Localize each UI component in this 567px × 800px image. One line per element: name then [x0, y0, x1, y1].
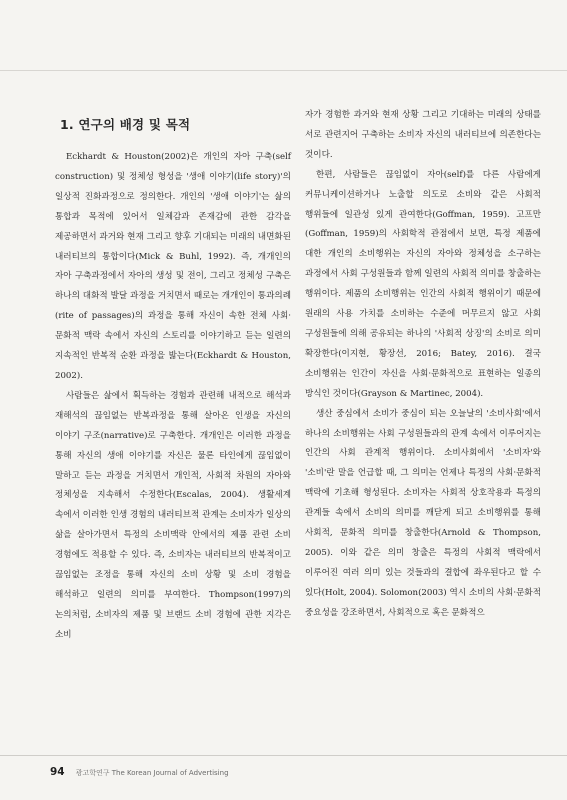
right-column: [305, 106, 541, 624]
page-number: 94: [50, 766, 65, 778]
journal-name: 광고학연구 The Korean Journal of Advertising: [75, 769, 229, 777]
paragraph-continued: 자가 경험한 과거와 현재 상황 그리고 기대하는 미래의 상태를 서로 관련지어 구축하는 소비자 자신의 내러티브에 의존한다는 것이다.: [305, 110, 541, 160]
page-footer: [50, 760, 229, 778]
paragraph: 생산 중심에서 소비가 중심이 되는 오늘날의 '소비사회'에서 하나의 소비행위는 사회 구성원들과의 관계 속에서 이루어지는 인간의 사회 관계적 행위이다. 소비사회에서 '소비자'와 '소비'란 말을 언급할 때, 그 의미는 언제나 특정의 사회·문화적 맥락에 기초해 형성된다. 소비자는 사회적 상호작용과 특정의 관계들 속에서 소비의 의미를 깨닫게 되고 소비행위를 통해 사회적, 문화적 의미를 창출한다(Arnold & Thompson, 2005). 이와 같은 의미 창출은 특정의 사회적 맥락에서 이루어진 여러 의미 있는 것들과의 결합에 좌우된다고 할 수 있다(Holt, 2004). Solomon(2003) 역시 소비의 사회·문화적 중요성을 강조하면서, 사회적으로 혹은 문화적으: [305, 408, 541, 618]
section-heading: 1. 연구의 배경 및 목적: [60, 117, 191, 132]
footer-rule: [0, 755, 567, 756]
left-column: [55, 106, 291, 646]
paragraph: Eckhardt & Houston(2002)은 개인의 자아 구축(self construction) 및 정체성 형성을 '생애 이야기(life story)'의 일상적 진화과정으로 정의한다. 개인의 '생애 이야기'는 삶의 통합과 목적에 있어서 일체감과 존재감에 관한 감각을 제공하면서 과거와 현재 그리고 향후 기대되는 미래의 내면화된 내러티브의 통합이다(Mick & Buhl, 1992). 즉, 개개인의 자아 구축과정에서 자아의 생성 및 전이, 그리고 정체성 구축은 하나의 대화적 발달 과정을 거치면서 때로는 개개인이 통과의례(rite of passages)의 과정을 통해 자신이 속한 전체 사회·문화적 맥락 속에서 자신의 스토리를 이야기하고 듣는 일련의 지속적인 반복적 순환 과정을 밟는다(Eckhardt & Houston, 2002).: [55, 152, 291, 381]
header-rule: [0, 70, 567, 71]
paragraph: 사람들은 삶에서 획득하는 경험과 관련해 내적으로 해석과 재해석의 끊임없는 반복과정을 통해 살아온 인생을 자신의 이야기 구조(narrative)로 구축한다. 개개인은 이러한 과정을 통해 자신의 생애 이야기를 자신은 물론 타인에게 끊임없이 말하고 듣는 과정을 거치면서 개인적, 사회적 차원의 자아와 정체성을 지속해서 수정한다(Escalas, 2004). 생활세계 속에서 이러한 인생 경험의 내러티브적 관계는 소비자가 일상의 삶을 살아가면서 특정의 소비맥락 안에서의 제품 관련 소비 경험에도 적용할 수 있다. 즉, 소비자는 내러티브의 반복적이고 끊임없는 조정을 통해 자신의 소비 상황 및 소비 경험을 해석하고 일련의 의미를 부여한다. Thompson(1997)의 논의처럼, 소비자의 제품 및 브랜드 소비 경험에 관한 지각은 소비: [55, 390, 291, 640]
paragraph: 한편, 사람들은 끊임없이 자아(self)를 다른 사람에게 커뮤니케이션하거나 노출할 의도로 소비와 같은 사회적 행위들에 일관성 있게 관여한다(Goffman, 1959). 고프만(Goffman, 1959)의 사회학적 관점에서 보면, 특정 제품에 대한 개인의 소비행위는 자신의 자아와 정체성을 소구하는 과정에서 사회 구성원들과 함께 일련의 사회적 의미를 창출하는 행위이다. 제품의 소비행위는 인간의 사회적 행위이기 때문에 원래의 사용 가치를 소비하는 수준에 머무르지 않고 사회 구성원들에 의해 공유되는 하나의 '사회적 상징'의 소비로 의미 확장한다(이지현, 황장선, 2016; Batey, 2016). 결국 소비행위는 인간이 자신을 사회·문화적으로 표현하는 일종의 방식인 것이다(Grayson & Martinec, 2004).: [305, 169, 541, 399]
